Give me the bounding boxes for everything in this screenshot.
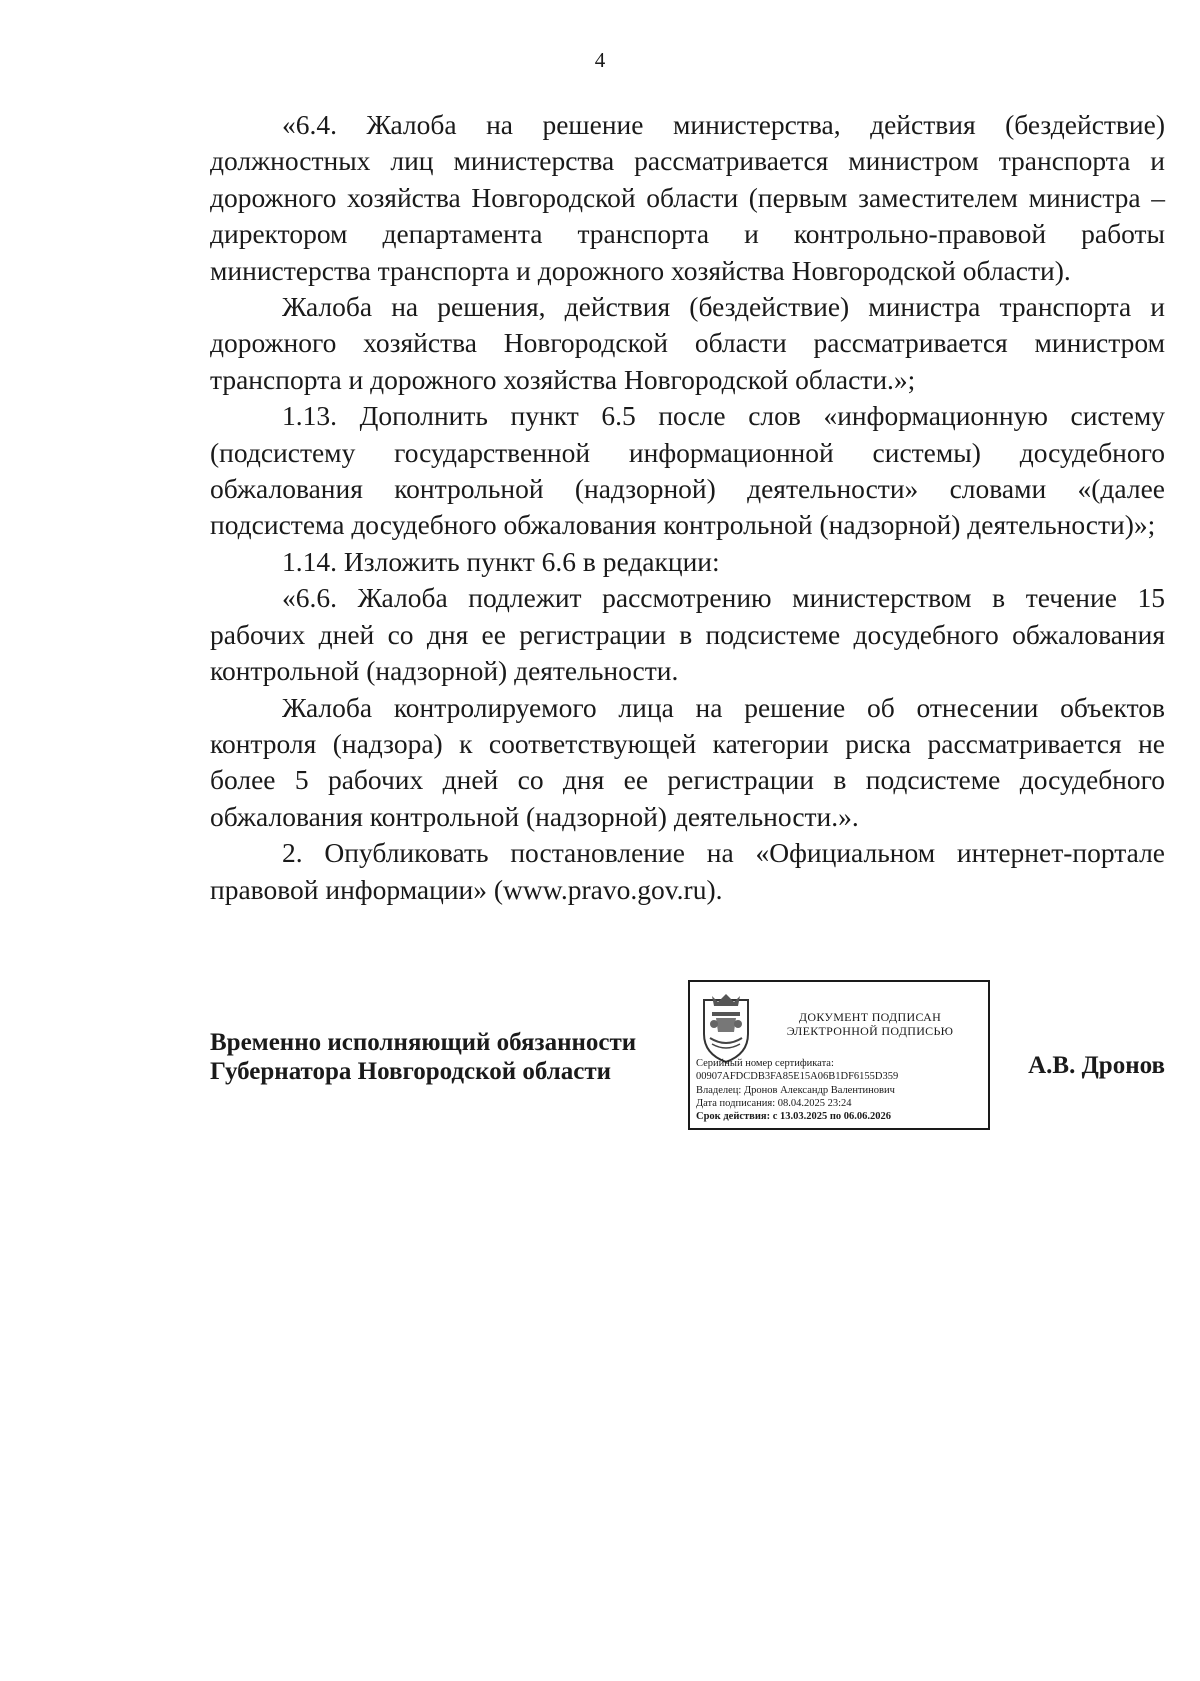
certificate-serial-label: Серийный номер сертификата: — [696, 1058, 834, 1069]
electronic-signature-stamp — [688, 980, 990, 1130]
paragraph-minister-complaint: Жалоба на решения, действия (бездействие) министра транспорта и дорожного хозяйства Новгородской области рассматривается министром транспорта и дорожного хозяйства Новгородской области.»; — [210, 291, 1165, 395]
stamp-heading-line2: ЭЛЕКТРОННОЙ ПОДПИСЬЮ — [786, 1024, 954, 1038]
stamp-fields — [696, 1057, 986, 1123]
paragraph-6-6: «6.6. Жалоба подлежит рассмотрению министерством в течение 15 рабочих дней со дня ее регистрации в подсистеме досудебного обжалования контрольной (надзорной) деятельности. — [210, 582, 1165, 687]
certificate-owner: Владелец: Дронов Александр Валентинович — [696, 1084, 895, 1096]
paragraph-1-14: 1.14. Изложить пункт 6.6 в редакции: — [282, 545, 720, 577]
stamp-heading — [770, 1010, 970, 1038]
paragraph-risk-category-complaint: Жалоба контролируемого лица на решение об отнесении объектов контроля (надзора) к соответствующей категории риска рассматривается не более 5 рабочих дней со дня ее регистрации в подсистеме досудебного обжалования контрольной (надзорной) деятельности.». — [210, 691, 1165, 832]
coat-of-arms-icon — [698, 992, 754, 1064]
signing-date: Дата подписания: 08.04.2025 23:24 — [696, 1097, 852, 1109]
signer-name: А.В. Дронов — [1028, 1052, 1165, 1079]
stamp-heading-line1: ДОКУМЕНТ ПОДПИСАН — [798, 1010, 942, 1024]
certificate-validity: Срок действия: с 13.03.2025 по 06.06.2026 — [696, 1111, 892, 1123]
paragraph-2-publish: 2. Опубликовать постановление на «Официальном интернет-портале правовой информации» (www.pravo.gov.ru). — [210, 837, 1165, 905]
paragraph-1-13: 1.13. Дополнить пункт 6.5 после слов «информационную систему (подсистему государственной информационной системы) досудебного обжалования контрольной (надзорной) деятельности» словами «(далее подсистема досудебного обжалования контрольной (надзорной) деятельности)»; — [210, 400, 1165, 541]
document-body — [210, 107, 1165, 908]
paragraph-6-4: «6.4. Жалоба на решение министерства, действия (бездействие) должностных лиц министерства рассматривается министром транспорта и дорожного хозяйства Новгородской области (первым заместителем министра – директором департамента транспорта и контрольно-правовой работы министерства транспорта и дорожного хозяйства Новгородской области). — [210, 109, 1165, 286]
page-number: 4 — [594, 48, 606, 72]
signer-title-line1: Временно исполняющий обязанности — [210, 1029, 637, 1056]
signer-title — [210, 1028, 636, 1086]
signer-title-line2: Губернатора Новгородской области — [210, 1058, 612, 1085]
certificate-serial-value: 00907AFDCDB3FA85E15A06B1DF6155D359 — [696, 1071, 899, 1083]
signature-block — [210, 980, 1165, 1140]
